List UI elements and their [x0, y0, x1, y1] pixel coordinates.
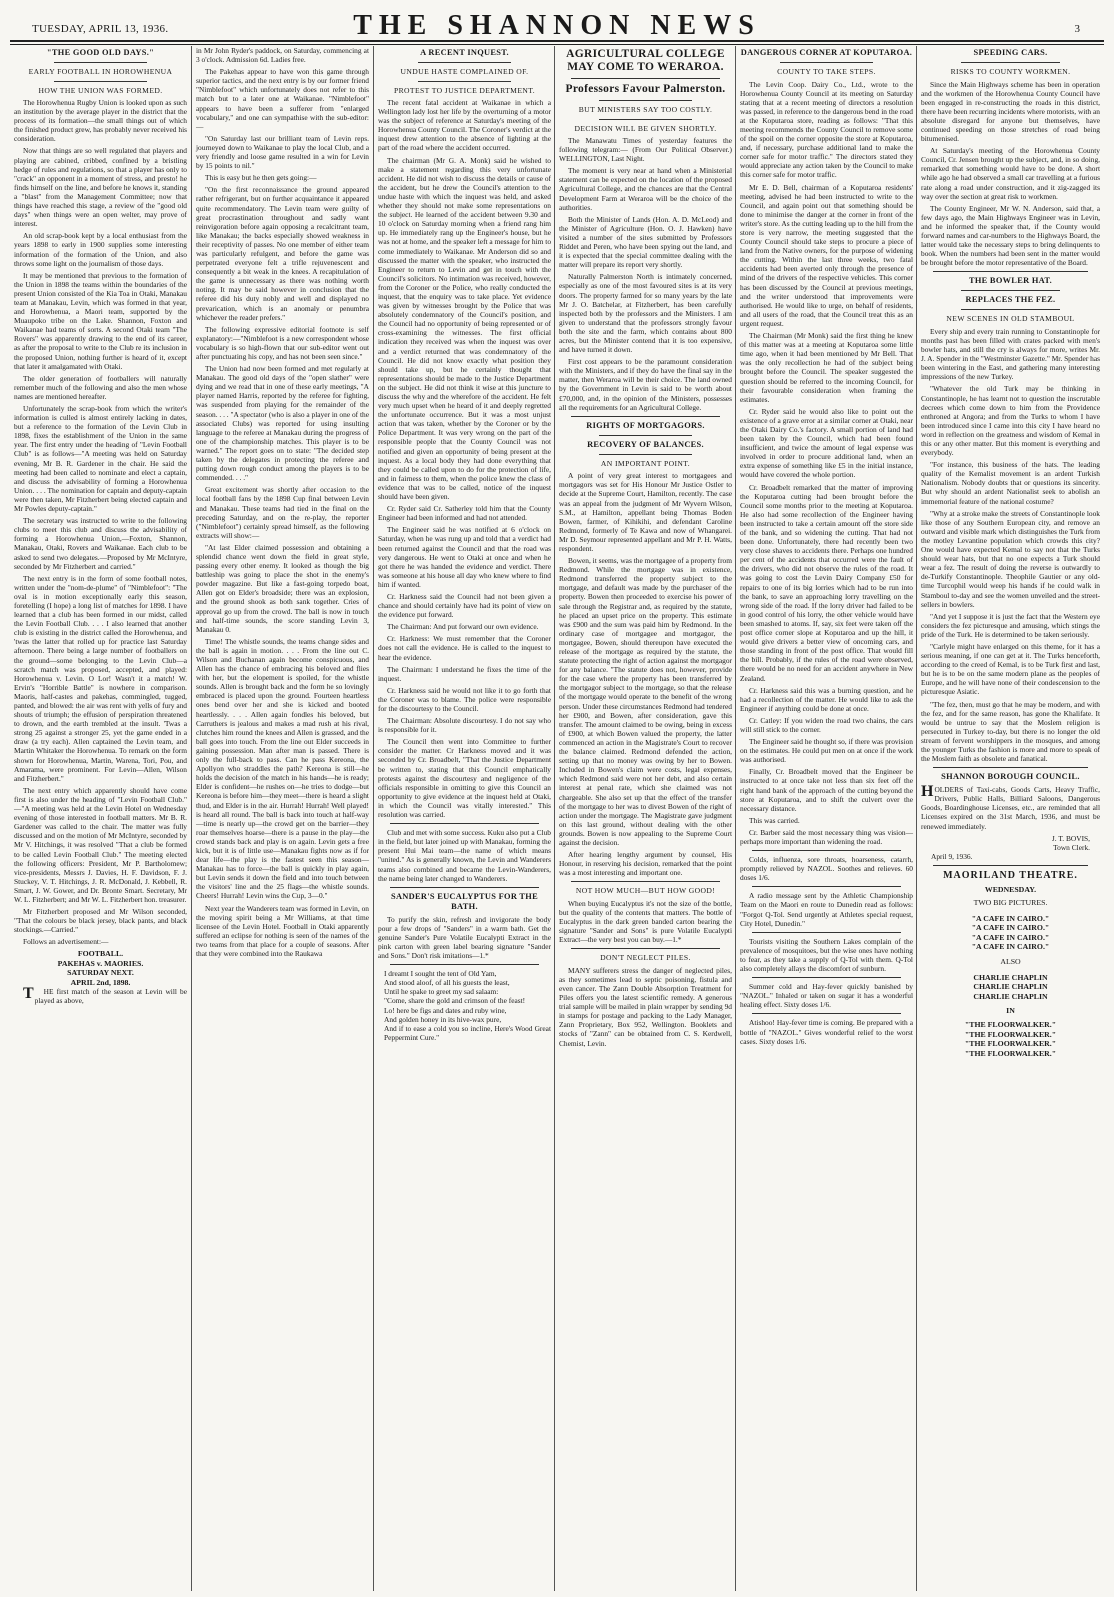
paragraph: Follows an advertisement:— — [23, 937, 109, 947]
paragraph: Both the Minister of Lands (Hon. A. D. McLeod) and the Minister of Agriculture (Hon. O. J. Hawken) have visited a number of the sites submitted by Professors Riddet and Peren, who have been spying out the land, and it is expected that the special committee dealing with the matter will prepare its report very shortly. — [559, 214, 732, 270]
paragraph: Every ship and every train running to Constantinople for months past has been filled with crates packed with men's bowler hats, and still the cry is always for more, writes Mr. J. A. Spender in the "Westminster Gazette." Mr. Spender has been wintering in the East, and gathering many interesting impressions of the new Turkey. — [921, 326, 1100, 382]
advert-text: Tourists visiting the Southern Lakes complain of the prevalence of mosquitoes, but the wise ones have nothing to fear, as they take a supply of Q-Tol with them. Q-Tol also completely allays the discomfort of sunburn. — [740, 936, 913, 974]
divider — [571, 78, 720, 79]
article-subhead: Professors Favour Palmerston. — [565, 83, 726, 95]
divider — [933, 767, 1088, 768]
paragraph: Cr. Harkness said the Council had not been given a chance and should certainly have had its point of view on the evidence put forward. — [378, 591, 551, 620]
paragraph: Time! The whistle sounds, the teams change sides and the ball is again in motion. . . . From the line out C. Wilson and Buchanan again become conspicuous, and Allen has the chance of embracing his beloved and flies with her, but the elopement is spoiled, for the whistle sounds. Allen is brought back and the form he so lovingly embraced is placed upon the ground. Fourteen heartless ones bend over her and she is kicked and booted heartlessly. . . . Allen again fondles his beloved, but Carruthers is jealous and makes a mad rush at his rival, clutches him round the knees and Allen is grassed, and the ball goes into touch. From the line out Elder succeeds in gaining possession. Man after man is passed. There is only the full-back to pass. Can he pass Kereona, the Apollyon who straddles the path? Kereona is still—he holds the decision of the match in his hands—he is ready; Elder is confident—he rushes on—he tries to dodge—but Kereona is before him—they meet—there is heard a slight thud, and Elder is in the air. Hurrah! Hurrah! Well played! is heard all round. The ball is back into touch at half-way—time is nearly up—the crowd get on the barrier—they roar themselves hoarse—there is a pause in the play—the crowd stands back and play is on again. Levin gets a free kick, but it is of little use—Manakau fights now as if for dear life—the play is the fastest seen this season—Manakau has to force—the ball is quickly in play again, but Levin sends it down the field and into touch between the visitors' line and the 25 flags—the whistle sounds. Cheers! Hurrah! Levin wins the Cup, 3—0." — [196, 636, 369, 901]
paragraph: The next entry which apparently should have come first is also under the heading of "Levin Football Club." —"A meeting was held at the Levin Hotel on Wednesday evening of those interested in football matters. Mr B. R. Gardener was called to the chair. The matter was fully discussed and on the motion of Mr McIntyre, seconded by Mr V. Hitchings, it was resolved "That a club be formed to be called Levin Football Club." The meeting elected the following officers: President, Mr P. Bartholomew; vice-presidents, Messrs J. Davies, H. F. Davidson, F. J. Stuckey, V. T. Hitchings, J. R. McDonald, J. Kebbell, R. Smart, J. W. Gower, and Dr. Bronte Smart. Secretary, Mr W. L. Fitzherbert; and Mr W. L. Fitzherbert hon. treasurer. — [14, 785, 187, 904]
columns — [10, 46, 1104, 1591]
signature-name: J. T. BOVIS, — [1051, 833, 1090, 843]
paragraph: Cr. Harkness said he would not like it to go forth that the Coroner was to blame. The police were responsible for the discourtesy to the Council. — [378, 685, 551, 713]
column-3 — [374, 46, 555, 1591]
paragraph: "Whatever the old Turk may be thinking in Constantinople, he has learnt not to question the inscrutable decrees which come down to him from the Providence enthroned at Angora; and from the Turks to whom I have been introduced since I came into this city I have heard no word in reflection on the greatness and wisdom of Kemal in this or any other matter. But this moment is everything and everybody. — [921, 384, 1100, 458]
advert-headline: DON'T NEGLECT PILES. — [600, 953, 691, 963]
advert-text: To purify the skin, refresh and invigorate the body pour a few drops of "Sanders" in a warm bath. Get the genuine Sander's Pure Volatile Eucalypti Extract in the pink carton with green label bearing signature "Sander and Sons." Don't risk imitations—1.* — [378, 914, 551, 961]
article-headline: THE BOWLER HAT. — [968, 276, 1053, 286]
theatre-day: WEDNESDAY. — [984, 884, 1037, 894]
paragraph: Cr. Catley: If you widen the road two chains, the cars will still stick to the corner. — [740, 715, 913, 734]
paragraph: The following expressive editorial footnote is self explanatory:—"Nimblefoot is a new correspondent whose vocabulary is so high-flown that our sub-editor went out after punctuating his copy, and has not been seen since." — [196, 324, 369, 361]
advert-line: SATURDAY NEXT. — [67, 968, 134, 978]
paragraph: Unfortunately the scrap-book from which the writer's information is culled is almost entirely lacking in dates, but a reference to the formation of the Levin Club in 1898, fixes the establishment of the Union in the same year. The first entry under the heading of "Levin Football Club" is as follows—"A meeting was held on Saturday evening, Mr B. R. Gardener in the chair. He said the meeting had been called to nominate and elect a captain, and discuss the advisability of forming a Horowhenua Union. . . . The nomination for captain and deputy-captain were then taken, Mr Fitzherbert being elected captain and Mr Powles deputy-captain." — [14, 404, 187, 514]
paragraph: Cr. Barber said the most necessary thing was vision—perhaps more important than widening the road. — [740, 827, 913, 846]
paragraph: in Mr John Ryder's paddock, on Saturday, commencing at 3 o'clock. Admission 6d. Ladies free. — [196, 46, 369, 65]
paragraph: This is easy but he then gets going:— — [205, 173, 317, 183]
paragraph: After hearing lengthy argument by counsel, His Honour, in reserving his decision, remarked that the point was a most interesting and important one. — [559, 850, 732, 878]
paragraph: The chairman (Mr G. A. Monk) said he wished to make a statement regarding this very unfortunate accident. He did not wish to discuss the details or cause of the accident, but he drew the Council's attention to the undue haste with which the inquest was held, and asked whether they should not make some representations on the subject. He learned of the accident between 9.30 and 10 o'clock on Saturday morning when a friend rang him up. He immediately rang up the Engineer's house, but he was not at home, and the speaker left a message for him to come immediately to Waikanae. Mr Anderson did so and discussed the matter with the speaker, who instructed the Engineer to return to Levin and get in touch with the Council's solicitors. No intimation was received, however, from the Coroner or the Police, who really conducted the inquest, that the enquiry was to take place. Yet evidence was given by witnesses brought by the Police that was absolutely condemnatory of the Council's position, and the Council had no opportunity of being represented or of cross-examining the witnesses. The first official indication they received was when the inquest was over and a verdict returned that was condemnatory of the Council. He did not know exactly what position they should take up, but he certainly thought that representations should be made to the Justice Department on the subject. He did not think it wise at this juncture to discuss the why and the wherefore of the accident. He felt very much upset when he heard of it and deeply regretted the unfortunate occurrence. But it was a most unjust action that was taken, whether by the Coroner or by the Police Department. It was very wrong on the part of the responsible people that the County Council was not notified and given an opportunity of being present at the inquest. As a local body they had done everything that they could be called upon to do for the protection of life, and in fairness to them, when the police knew the class of evidence that was to be called, notice of the inquest should have been given. — [378, 155, 552, 502]
theatre-name: MAORILAND THEATRE. — [943, 869, 1078, 881]
divider — [599, 435, 692, 436]
paragraph: It may be mentioned that previous to the formation of the Union in 1898 the teams within the boundaries of the present Union consisted of the Kia Toa in Otaki, Manakau team at Manakau, Levin, which was formed in that year, and Horowhenua, a Maori team, supported by the Muaupoko tribe on the Lake. Shannon, Foxton and Waikanae had teams of sorts. A second Otaki team "The Rovers" was apparently drawing to the end of its career, as after the proposal to write to the Club re its inclusion in the proposed Union, nothing further is heard of it, except that later it amalgamated with Otaki. — [14, 270, 187, 371]
paragraph: Great excitement was shortly after occasion to the local football fans by the 1898 Cup final between Levin and Manakau. These teams had tied in the final on the preceding Saturday, and on the re-play, the reporter ("Nimblefoot") certainly spread himself, as the following extracts will show:— — [196, 485, 369, 540]
column-5 — [736, 46, 917, 1591]
star-name: CHARLIE CHAPLIN — [973, 982, 1048, 992]
notice-headline: SHANNON BOROUGH COUNCIL. — [941, 772, 1080, 782]
paragraph: The Engineer said he was notified at 6 o'clock on Saturday, when he was rung up and told that a verdict had been returned against the Council and that the road was very dangerous. He went to Otaki at once and when he got there he was handed the evidence and verdict. There was someone at his house all day who knew where to find him if wanted. — [378, 525, 551, 589]
paragraph: Mr Fitzherbert proposed and Mr Wilson seconded, "That the colours be black jersey, black pants, and black stockings.—Carried." — [14, 907, 187, 935]
newspaper-title: THE SHANNON NEWS — [353, 10, 761, 41]
theatre-also: ALSO — [1000, 957, 1021, 967]
paragraph: The Levin Coop. Dairy Co., Ltd., wrote to the Horowhenua County Council at its meeting on Saturday stating that at a recent meeting of directors a resolution was passed, in reference to the dangerous bend in the road at the Koputaroa store, reading as follows: "That this meeting recommends the County Council to remove some of the spoil on the corner opposite the store at Koputaroa, and, if necessary, purchase additional land to make the corner safe for motor traffic." The directors stated they would appreciate any action taken by the Council to make this corner safe for motor traffic. — [740, 79, 913, 180]
paragraph: Cr. Ryder said Cr. Satherley told him that the County Engineer had been informed and had not attended. — [378, 504, 551, 523]
divider — [752, 1013, 901, 1014]
paragraph: "Why at a stroke make the streets of Constantinople look like those of any Southern European city, and remove an outward and visible mark which distinguishes the Turk from the motley Levantine population which crowds this city? One would have expected Kemal to say not that the Turks should wear hats, but that no one expects a Turk should wear a fez. The result of doing the reverse is outwardly to de-Turkify Constantinople. Theophile Gautier or any old-time Turcophil would weep his hands if he could walk in Stamboul to-day and see the women unveiled and the street-sellers in bowlers. — [921, 508, 1100, 609]
notice-date: April 9, 1936. — [931, 851, 973, 861]
paragraph: A point of very great interest to mortgagees and mortgagors was set for His Honour Mr Justice Ostler to decide at the Supreme Court, Hamilton, recently. The case was an appeal from the judgment of Mr Wyvern Wilson, S.M., at Hamilton, appellant being Thomas Boden Bowen, farmer, of Kihikihi, and defendant Caroline Redmond, formerly of Te Kawa and now of Whangarei. Mr D. Seymour represented appellant and Mr P. H. Watts, respondent. — [559, 471, 732, 553]
article-subhead: AN IMPORTANT POINT. — [600, 458, 691, 468]
paragraph: This was carried. — [749, 815, 800, 825]
divider — [752, 932, 901, 933]
paragraph: The Chairman: Absolute discourtesy. I do not say who is responsible for it. — [378, 716, 551, 735]
film-title: "A CAFE IN CAIRO." — [971, 923, 1050, 933]
quotation: "On Saturday last our brilliant team of Levin reps. journeyed down to Waikanae to play the local Club, and a very friendly and loose game resulted in a win for Levin by 15 points to nil." — [196, 133, 369, 171]
verse — [378, 969, 551, 1042]
paragraph: Since the Main Highways scheme has been in operation and the workmen of the Horowhenua County Council have been engaged in re-constructing the roads in this district, there have been recurring incidents where motorists, with an absolute disregard for anyone but themselves, have continued speeding on those stretches of road being bitumenised. — [921, 79, 1100, 144]
paragraph: The Pakehas appear to have won this game through superior tactics, and the next entry is by our former friend "Nimblefoot" which unfortunately does not refer to this match but to a later one at Waikanae. "Nimblefoot" appears to have been a sufferer from "enlarged vocabulary," and one can sympathise with the sub-editor:— — [196, 67, 369, 131]
paragraph: The Council then went into Committee to further consider the matter. Cr Harkness moved and it was seconded by Cr. Broadbelt, "That the Justice Department be written to, stating that this Council emphatically protests against the discourtesy and negligence of the officials responsible in omitting to give this Council an opportunity to give evidence at the inquest held at Otaki, in which the Council was vitally interested." This resolution was carried. — [378, 737, 551, 820]
column-6 — [917, 46, 1104, 1591]
paragraph: The moment is very near at hand when a Ministerial statement can be expected on the location of the proposed Agricultural College, and the chances are that the Central Development Farm at Weraroa will be the choice of the authorities. — [559, 166, 732, 212]
advert-line: PAKEHAS v. MAORIES. — [57, 958, 144, 968]
advert-text: Atishoo! Hay-fever time is coming. Be prepared with a bottle of "NAZOL." Gives wonderful relief to the worst cases. Sixty doses 1/6. — [740, 1018, 913, 1046]
star-name: CHARLIE CHAPLIN — [973, 972, 1048, 982]
star-name: CHARLIE CHAPLIN — [973, 991, 1048, 1001]
advert-line: APRIL 2nd, 1898. — [70, 977, 131, 987]
film-title: "THE FLOORWALKER." — [964, 1048, 1057, 1058]
advert-text: A radio message sent by the Athletic Championship Team on the Maori en route to Dunedin read as follows: "Forgot Q-Tol. Send urgently at Athletes special request, City Hotel, Dunedin." — [740, 891, 913, 928]
verse-line: And golden honey in its hive-wax pure, — [384, 1014, 502, 1024]
paragraph: The Manawatu Times of yesterday features the following telegram:— (From Our Political Observer.) WELLINGTON, Last Night. — [559, 136, 732, 164]
divider — [571, 416, 720, 417]
advert-headline: SANDER'S EUCALYPTUS FOR THE BATH. — [390, 891, 539, 911]
theatre-bill: TWO BIG PICTURES. — [973, 898, 1048, 908]
film-title: "A CAFE IN CAIRO." — [971, 932, 1050, 942]
paragraph: "For instance, this business of the hats. The leading quality of the Kemalist movement is an ardent Turkish Nationalism. Nobody doubts that or questions its sincerity. But why should an ardent Nationalist seek to abolish an immemorial feature of the national costume? — [921, 460, 1100, 506]
article-subhead: PROTEST TO JUSTICE DEPARTMENT. — [393, 85, 536, 95]
divider — [390, 823, 539, 824]
film-title: "A CAFE IN CAIRO." — [971, 941, 1050, 951]
divider — [418, 81, 511, 82]
divider — [54, 81, 147, 82]
article-subhead: NEW SCENES IN OLD STAMBOUL — [946, 314, 1075, 324]
paragraph: First cost appears to be the paramount consideration with the Ministers, and if they do have the final say in the matter, then Weraroa will be their choice. The land owned by the Government in Levin is said to be worth about £70,000, and, in the opinion of the Ministers, possesses all the requirements for an Agricultural College. — [559, 357, 732, 412]
advert-text: Summer cold and Hay-fever quickly banished by "NAZOL." Inhaled or taken on sugar it has a wonderful healing effect. Sixty doses 1/6. — [740, 982, 913, 1010]
film-title: "THE FLOORWALKER." — [964, 1039, 1057, 1049]
column-4 — [555, 46, 736, 1591]
article-headline: SPEEDING CARS. — [973, 48, 1048, 57]
divider — [599, 119, 692, 120]
article-headline: A RECENT INQUEST. — [420, 48, 509, 57]
verse-line: And stood aloof, of all his guests the least, — [384, 978, 510, 988]
divider — [752, 977, 901, 978]
divider — [961, 309, 1060, 310]
article-subhead: REPLACES THE FEZ. — [965, 295, 1056, 305]
paragraph: Club and met with some success. Kuku also put a Club in the field, but later joined up with Manakau, forming the present Hui Mai team—the name of which means "united." As is generally known, the Levin and Wanderers teams also combined and became the Levin-Wanderers, the name being later changed to Wanderers. — [378, 828, 551, 883]
article-headline: RIGHTS OF MORTGAGORS. — [586, 420, 705, 430]
article-headline: DANGEROUS CORNER AT KOPUTAROA. — [740, 48, 913, 57]
divider — [54, 62, 147, 63]
signature-title: Town Clerk. — [1053, 842, 1090, 852]
paragraph: "At last Elder claimed possession and obtaining a splendid chance went down the field in great style, passing every other enemy. It looked as though the big battleship was going to place the shot in the enemy's powder magazine. But like a fast-going torpedo boat, Allen got on Elder's broadside; there was an explosion, and the ground shook as both sank together. Cries of approval go up from the crowd. The ball is now in touch and half-time sounds, the score standing Levin 3, Manakau 0. — [196, 542, 369, 634]
article-headline: "THE GOOD OLD DAYS." — [46, 48, 155, 57]
advert-headline: NOT HOW MUCH—BUT HOW GOOD! — [575, 886, 716, 896]
paragraph: Bowen, it seems, was the mortgagee of a property from Redmond. While the mortgage was in existence, Redmond transferred the property subject to the mortgage, and default was made by the purchaser of the property. Bowen then proceeded to exercise his power of sale through the Registrar and, as required by the statute, he placed an upset price on the property. This estimate was £900 and the sum was paid him by Redmond. In the ordinary case of mortgagee and mortgagor, the mortgagee, Bowen, should thereupon have executed the release of the mortgage as required by the statute, the statute protecting the right of action against the mortgagor for any balance. "The statute does not, however, provide for the case where the property has been transferred by the mortgagor subject to the mortgage, so that the release of the mortgage would operate to the benefit of the wrong person. Under these circumstances Redmond had tendered her £900, and Bowen, after consideration, gave this transfer. The amount claimed to be owing, being in excess of £900, at which Bowen valued the property, the latter commenced an action in the Magistrate's Court to recover the balance claimed. Redmond defended the action, setting up that no money was owing by her to Bowen. Included in Bowen's claim were costs, legal expenses, which Redmond said were not her debt, and also certain interest at penal rate, which she claimed was not chargeable. She also set up that the effect of the transfer of the mortgage to her was to divest Bowen of the right of action under the mortgage. The Magistrate gave judgment on this last ground, without dealing with the other grounds. Bowen is now appealing to the Supreme Court against the decision. — [559, 556, 733, 847]
article-subhead: COUNTY TO TAKE STEPS. — [777, 67, 876, 76]
advert-text: Colds, influenza, sore throats, hoarseness, catarrh, promptly relieved by NAZOL. Soothes and relieves. 60 doses 1/6. — [740, 855, 913, 883]
divider — [599, 454, 692, 455]
paragraph: An old scrap-book kept by a local enthusiast from the years 1898 to early in 1900 supplies some interesting information of the formation of the Union, and also throws some light on the journalism of those days. — [14, 231, 187, 268]
paragraph: "Carlyle might have enlarged on this theme, for it has a serious meaning, if one can get at it. The Turks henceforth, according to the creed of Kemal, is to be Turk first and last, but he is to be on the same modern plane as the peoples of Europe, and he will have none of their condescension to the picturesque Asiatic. — [921, 641, 1100, 697]
column-1 — [10, 46, 191, 1591]
notice-text: HOLDERS of Taxi-cabs, Goods Carts, Heavy Traffic, Drivers, Public Halls, Billiard Saloons, Dangerous Goods, Boardinghouse Licenses, etc., are reminded that all Licenses expired on the 31st March, 1936, and must be renewed immediately. — [921, 783, 1100, 831]
paragraph: "And yet I suppose it is just the fact that the Western eye considers the fez picturesque and amusing, which stings the pride of the Turk. He is determined to be taken seriously. — [921, 611, 1100, 639]
divider — [571, 881, 720, 882]
advert-text: When buying Eucalyptus it's not the size of the bottle, but the quality of the contents that matters. The bottle of Eucalyptus in the dark green banded carton bearing the signature "Sander and Sons" is pure Volatile Eucalypti Extract—the very best you can buy.—1.* — [559, 898, 732, 945]
divider — [599, 100, 692, 101]
film-title: "A CAFE IN CAIRO." — [971, 913, 1050, 923]
paragraph: The Chairman: I understand he fixes the time of the inquest. — [378, 664, 551, 683]
paragraph: The County Engineer, Mr W. N. Anderson, said that, a few days ago, the Main Highways Engineer was in Levin, and he informed the speaker that, if the County would forward names and car-numbers to the Highways Board, the latter would take the necessary steps to bring delinquents to book. When the numbers had been sent in the matter would be brought before the motor representative of the Board. — [921, 203, 1100, 268]
advert-line: FOOTBALL. — [77, 949, 124, 959]
divider — [961, 290, 1060, 291]
masthead — [10, 6, 1104, 42]
paragraph: Cr. Harkness said this was a burning question, and he had a recollection of the matter. He would like to ask the Engineer if anything could be done at once. — [740, 685, 913, 713]
theatre-in: IN — [1006, 1006, 1015, 1015]
article-subhead: HOW THE UNION WAS FORMED. — [38, 85, 163, 95]
article-subhead: BUT MINISTERS SAY TOO COSTLY. — [578, 105, 713, 114]
paragraph: The Union had now been formed and met regularly at Manakau. The good old days of the "open slather" were dying and we read that in one of these early meetings, "A player named Harris, reported by the referee for fighting, was suspended from playing for the remainder of the season. . . . "A spectator (who is also a player in one of the associated Clubs) was reported for using insulting language to the referee at Manakau during the progress of one of the championship matches. This player is to be warned." The report goes on to state: "The decided step taken by the delegates in protecting the referee and putting down rough conduct among the players is to be commended. . . ." — [196, 364, 369, 483]
paragraph: THE first match of the season at Levin will be played as above, — [23, 985, 187, 1006]
divider — [752, 850, 901, 851]
paragraph: The Engineer said he thought so, if there was provision on the estimates. He could put men on at once if the work was authorised. — [740, 737, 913, 765]
divider — [933, 271, 1088, 272]
verse-line: Until he spake to greet my sad salaam: — [384, 987, 499, 997]
divider — [780, 62, 873, 63]
divider — [933, 865, 1088, 866]
divider — [571, 948, 720, 949]
article-subhead: UNDUE HASTE COMPLAINED OF. — [400, 67, 529, 76]
paragraph: The secretary was instructed to write to the following clubs to meet this club and discuss the advisability of forming a Horowhenua Union,—Foxton, Shannon, Manakau, Otaki, Rovers and Waikanae. Each club to be asked to send two delegates.—Proposed by Mr McIntyre, seconded by Mr Fitzherbert and carried." — [14, 516, 187, 571]
page-number: 3 — [1074, 23, 1080, 35]
article-subhead: RISKS TO COUNTY WORKMEN. — [950, 67, 1071, 76]
paragraph: Now that things are so well regulated that players and playing are cabined, cribbed, confined by a bristling hedge of rules and regulations, so that a player has only to "crack" an opponent in a moment of stress, and presto! he finds himself on the line, and before he knows it, standing a "blast" from the Management Committee; now that things have reached this stage, a review of the "good old days" when things were an open welter, may prove of interest. — [14, 146, 187, 229]
paragraph: The Horowhenua Rugby Union is looked upon as such an institution by the average player in the district that the process of its formation—the small things out of which the finished product grew, has probably never received his consideration. — [14, 98, 187, 144]
paragraph: Next year the Wanderers team was formed in Levin, on the moving spirit being a Mr Williams, at that time licensee of the Levin Hotel. Football in Otaki apparently suffered an eclipse for nothing is seen of the names of the two teams from that place for a couple of seasons. After that they were combined into the Raukawa — [196, 903, 369, 958]
article-subhead: EARLY FOOTBALL IN HOROWHENUA — [28, 67, 173, 76]
verse-line: "Come, share the gold and crimson of the feast! — [384, 996, 526, 1006]
paragraph: "On the first reconnaissance the ground appeared rather refrigerant, but on further acquaintance it appeared quite recommendatory. The Levin team were guilty of great procrastination throughout and sadly want reinvigoration before again opposing a recalcitrant team, like Manakau; the backs especially showed weakness in their receptivity of passes. No one member of either team was particularly refulgent, and before the game was perpetrated everyone felt a trifle rejuvenescent and consequently a bit weak in the knees. A recapitulation of the game is unnecessary as there was nothing worth noting. It may be said however in conclusion that the referee did his duty nobly and well and displayed no prevarication, which is an anomaly or penumbra whichever the reader prefers." — [196, 185, 369, 322]
paragraph: The older generation of footballers will naturally remember much of the following and also the men whose names are mentioned hereafter. — [14, 373, 187, 401]
issue-date: TUESDAY, APRIL 13, 1936. — [32, 23, 169, 35]
verse-line: I dreamt I sought the tent of Old Yam, — [384, 969, 497, 979]
paragraph: Cr. Ryder said he would also like to point out the existence of a grave error at a similar corner at Otaki, near the Otaki Dairy Co.'s factory. A small portion of land had been taken by the Council, which had been found insufficient, and twice the amount of legal expense was involved in order to procure additional land, when an extra expense of something like £5 in the initial instance, would have covered the whole portion. — [740, 406, 913, 480]
paragraph: The recent fatal accident at Waikanae in which a Wellington lady lost her life by the overturning of a motor was the subject of reference at Saturday's meeting of the Horowhenua County Council. The Coroner's verdict at the inquest drew attention to the absence of lighting at the part of the road where the accident occurred. — [378, 98, 551, 153]
paragraph: At Saturday's meeting of the Horowhenua County Council, Cr. Jensen brought up the subject, and, in so doing, remarked that something would have to be done. A short while ago he had observed a small car travelling at a furious rate along a road under construction, and it zig-zagged its way over the section at great risk to workmen. — [921, 146, 1100, 201]
paragraph: Mr E. D. Bell, chairman of a Koputaroa residents' meeting, advised he had been instructed to write to the Council, and again point out that something should be done to minimise the danger at the corner in front of the writer's store. As the cutting leading up to the hill from the store is very narrow, the meeting suggested that the County Council should take steps to procure a piece of land from the Native owners, for the purpose of widening the cutting. Within the last three weeks, two fatal accidents had been averted only through the presence of mind of the drivers of the respective vehicles. This corner has been discussed by the Council at previous meetings, and the writer understood that improvements were authorised. He would like to urge, on behalf of residents, and all users of the road, that the Council treat this as an urgent request. — [740, 182, 913, 328]
paragraph: The Chairman (Mr Monk) said the first thing he knew of this matter was at a meeting at Koputaroa some little time ago, when it had been mentioned by Mr Bell. That was the only recollection he had of the subject being brought before the Council. The speaker suggested the question should be referred to the incoming Council, for their favourable consideration when framing the estimates. — [740, 331, 913, 404]
paragraph: "The fez, then, must go that he may be modern, and with the fez, and for the same reason, has gone the Khalifate. It would be untrue to say that the Moslem religion is persecuted in Turkey to-day, but there is no longer the old stream of fervent worshippers in the mosques, and among the younger Turks the fashion is more and more to speak of the Moslem faith as obsolete and fanatical. — [921, 699, 1100, 764]
paragraph: Cr. Harkness: We must remember that the Coroner does not call the evidence. He is called to the inquest to hear the evidence. — [378, 634, 551, 662]
divider — [418, 62, 511, 63]
paragraph: The Chairman: And put forward our own evidence. — [387, 622, 539, 632]
film-title: "THE FLOORWALKER." — [964, 1029, 1057, 1039]
article-headline: AGRICULTURAL COLLEGE MAY COME TO WERAROA. — [566, 48, 725, 73]
film-title: "THE FLOORWALKER." — [964, 1020, 1057, 1030]
divider — [752, 886, 901, 887]
verse-line: And if to ease a cold you so incline, Here's Wood Great Peppermint Cure." — [384, 1023, 551, 1042]
verse-line: Lo! here be figs and dates and ruby wine, — [384, 1005, 507, 1015]
divider — [390, 887, 539, 888]
article-subhead: DECISION WILL BE GIVEN SHORTLY. — [574, 123, 717, 133]
paragraph: The next entry is in the form of some football notes, written under the "nom-de-plume" of "Nimblefoot": "The oval is in motion exceptionally early this season, foretelling (I hope) a long list of matches for 1898. I have learned that a club has been formed in our midst, called the Levin Football Club. . . . I also learned that another club is existing in the district called the Horowhenua, and 'twas the latter that rolled up for practice last Saturday afternoon. There being a large number of footballers on the ground—some belonging to the Levin Club—a scratch match was proposed, accepted, and played: Horowhenua v. Levin. O Lor! Wasn't it a match! W. Ervin's "Horrible Battle" is nowhere in comparison. Maoris, half-castes and pakehas, commingled, tugged, panted, and blowed: the air was rent with yells of fury and shouts of triumph; the effusion of perspiration threatened to drown, and the earth trembled at the insult. 'Twas a strong 25 against a stronger 25, yet the game ended in a draw (a try each). Allen captained the Levin team, and Martin Whitaker the Horowhenua. To remark on the form shown for Horowhenua, Martin, Warena, Tori, Pou, and Amarama, were prominent. For Levin—Allen, Wilson and Fitzherbert." — [14, 573, 187, 783]
divider — [390, 964, 539, 965]
masthead-rule — [10, 42, 1104, 45]
divider — [961, 62, 1060, 63]
advert-text: MANY sufferers stress the danger of neglected piles, as they sometimes lead to septic poisoning, fistula and even cancer. The Zann Double Absorption Treatment for Piles offers you the latest scientific remedy. A generous trial sample will be mailed in plain wrapper by sending 9d in stamps for postage and packing to the Lady Manager, Zann Proprietary, Box 952, Wellington. Booklets and stocks of "Zann" can be obtained from C. S. Kerdwell, Chemist, Levin. — [559, 965, 732, 1048]
column-2 — [192, 46, 373, 1591]
article-subhead: RECOVERY OF BALANCES. — [587, 439, 704, 449]
paragraph: Finally, Cr. Broadbelt moved that the Engineer be instructed to at once take not less than six feet off the right hand bank of the approach of the cutting beyond the store at Koputaroa, and to shift the culvert over the necessary distance. — [740, 767, 913, 813]
paragraph: Naturally Palmerston North is intimately concerned, especially as one of the most favoured sites is at its very doors. The property farmed for so many years by the late Mr J. O. Batchelar, at Fitzherbert, has been carefully inspected both by the professors and the Ministers. I am given to understand that the professors strongly favour both the site and the farm, which contains about 800 acres, but the Minister contend that it is too expensive, and have turned it down. — [559, 272, 732, 355]
paragraph: Cr. Broadbelt remarked that the matter of improving the Koputaroa cutting had been brought before the Council some months prior to the meeting at Koputaroa. He also had some recollection of the Engineer having been instructed to take a certain amount off the store side of the bank, and so widening the cutting. That had not been done. Unfortunately, there had recently been two very close shaves to accidents there. Perhaps one hundred per cent of the accidents that occurred were the fault of the drivers, who did not observe the rules of the road. It was going to cost the Levin Dairy Company £50 for repairs to one of its big lorries which had to be run into the bank, to save an approaching lorry travelling on the wrong side of the road. If the lorry driver had failed to be in good control of his lorry, the other vehicle would have been smashed to atoms. If, say, six feet were taken off the post office corner slope at Koputaroa and up the hill, it would give drivers a better view of oncoming cars, and those standing in front of the post office. That would fill the bill. Probably, if the rules of the road were observed, there would be no need for an accident anywhere in New Zealand. — [740, 482, 913, 683]
